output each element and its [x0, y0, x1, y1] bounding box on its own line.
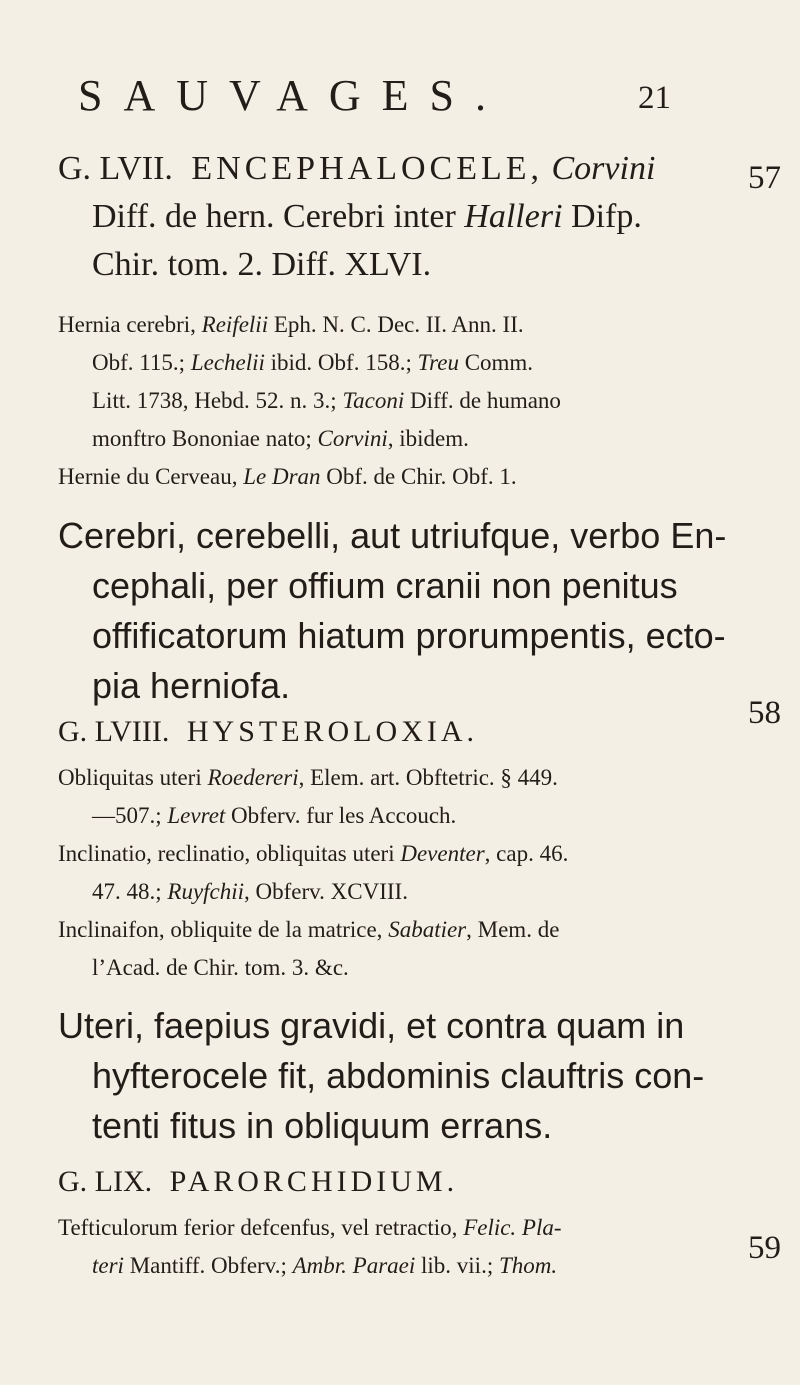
definition-line: hyfterocele fit, abdominis clauftris con-: [92, 1055, 705, 1096]
genus-name: PARORCHIDIUM.: [169, 1165, 459, 1198]
running-head: [0, 70, 800, 130]
page-number: 21: [638, 80, 671, 116]
definition-line: Cerebri, cerebelli, aut utriufque, verbo En-: [58, 515, 727, 556]
running-title: SAUVAGES.: [78, 71, 508, 120]
genus-name: HYSTEROLOXIA.: [186, 715, 479, 748]
synonym-line: Litt. 1738, Hebd. 52. n. 3.; Taconi Diff. de humano: [92, 388, 561, 413]
synonym-line: Obf. 115.; Lechelii ibid. Obf. 158.; Treu Comm.: [92, 350, 534, 375]
author: Corvini: [551, 150, 656, 187]
genus-number: G. LVIII.: [58, 715, 170, 748]
definition-line: tenti fitus in obliquum errans.: [92, 1105, 553, 1146]
genus-number: G. LIX.: [58, 1165, 153, 1198]
synonym-line: Hernia cerebri, Reifelii Eph. N. C. Dec. II. Ann. II.: [58, 312, 524, 337]
definition-line: offificatorum hiatum prorumpentis, ecto-: [92, 615, 726, 656]
definition-line: cephali, per offium cranii non penitus: [92, 565, 678, 606]
synonym-line: —507.; Levret Obferv. fur les Accouch.: [92, 803, 457, 828]
synonym-line: 47. 48.; Ruyfchii, Obferv. XCVIII.: [92, 879, 408, 904]
genus-name: ENCEPHALOCELE,: [191, 150, 543, 187]
entry-heading: [58, 150, 655, 188]
synonym-line: Inclinaifon, obliquite de la matrice, Sabatier, Mem. de: [58, 917, 560, 942]
synonym-line: Inclinatio, reclinatio, obliquitas uteri Deventer, cap. 46.: [58, 841, 569, 866]
entry-heading: [58, 1165, 458, 1199]
entry-heading-line: Diff. de hern. Cerebri inter Halleri Difp.: [92, 198, 642, 235]
synonym-line: Hernie du Cerveau, Le Dran Obf. de Chir. Obf. 1.: [58, 464, 517, 489]
definition-line: pia herniofa.: [92, 665, 291, 706]
synonym-line: Tefticulorum ferior defcenfus, vel retractio, Felic. Pla-: [58, 1215, 562, 1240]
synonym-line: l’Acad. de Chir. tom. 3. &c.: [92, 955, 349, 980]
synonym-line: monftro Bononiae nato; Corvini, ibidem.: [92, 426, 469, 451]
synonym-line: Obliquitas uteri Roedereri, Elem. art. Obftetric. § 449.: [58, 765, 558, 790]
margin-number: 59: [748, 1230, 781, 1266]
margin-number: 57: [748, 160, 781, 196]
margin-number: 58: [748, 695, 781, 731]
definition-line: Uteri, faepius gravidi, et contra quam in: [58, 1005, 685, 1046]
entry-heading: [58, 715, 478, 749]
genus-number: G. LVII.: [58, 150, 173, 187]
synonym-line: teri Mantiff. Obferv.; Ambr. Paraei lib. vii.; Thom.: [92, 1253, 558, 1278]
entry-heading-line: Chir. tom. 2. Diff. XLVI.: [92, 246, 432, 283]
